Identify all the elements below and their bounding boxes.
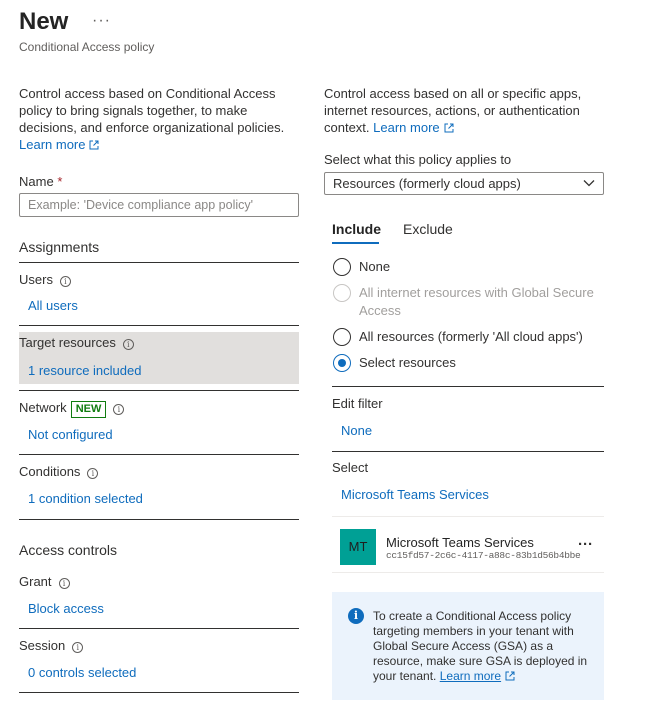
select-label: Select [332,460,369,475]
target-resources-label-text: Target resources [19,335,116,350]
radio-internet-resources [333,284,351,302]
divider [19,692,299,693]
grant-link[interactable]: Block access [28,601,104,616]
info-message [373,609,595,684]
right-description [324,85,594,136]
session-label-text: Session [19,638,66,653]
app-name: Microsoft Teams Services [386,535,534,550]
edit-filter-link[interactable]: None [341,423,373,438]
app-id: cc15fd57-2c6c-4117-a88c-83b1d56b4bbe [386,550,581,561]
applies-to-dropdown[interactable] [324,172,604,195]
applies-to-value: Resources (formerly cloud apps) [333,176,521,191]
radio-none[interactable] [333,258,351,276]
info-icon[interactable]: i [59,578,70,589]
page-subtitle: Conditional Access policy [19,40,155,54]
divider [19,628,299,629]
external-link-icon [444,123,454,133]
name-label-text: Name [19,174,54,189]
session-label [19,638,83,653]
users-link[interactable]: All users [28,298,78,313]
info-icon[interactable]: i [60,276,71,287]
assignments-heading: Assignments [19,239,100,255]
info-message-text: To create a Conditional Access policy targeting members in your tenant with Global Secure Access (GSA) as a resource, make sure GSA is deployed in your tenant. [373,609,588,683]
conditions-label-text: Conditions [19,464,81,479]
required-marker: * [57,174,63,189]
info-icon[interactable]: i [123,339,134,350]
session-link[interactable]: 0 controls selected [28,665,137,680]
network-label-text: Network [19,400,67,415]
select-resources-link[interactable]: Microsoft Teams Services [341,487,489,502]
divider [332,516,604,517]
learn-more-text: Learn more [19,137,86,152]
page-title: New [19,8,69,35]
network-link[interactable]: Not configured [28,427,113,442]
edit-filter-label: Edit filter [332,396,383,411]
divider [332,386,604,387]
divider [332,572,604,573]
more-options-button[interactable]: ··· [92,12,111,29]
radio-all-resources-label: All resources (formerly 'All cloud apps') [359,329,583,344]
info-icon[interactable]: i [87,468,98,479]
new-badge: NEW [71,401,107,418]
external-link-icon [505,671,515,681]
applies-to-label: Select what this policy applies to [324,152,512,167]
policy-name-input[interactable] [19,193,299,217]
info-icon[interactable]: i [72,642,83,653]
chevron-down-icon [583,178,595,188]
info-icon[interactable]: i [113,404,124,415]
divider [19,454,299,455]
conditions-label [19,464,98,479]
divider [19,390,299,391]
learn-more-text: Learn more [373,120,440,135]
right-description-text: Control access based on all or specific apps, internet resources, actions, or authentication context. [324,86,582,135]
active-tab-indicator [332,242,379,244]
target-resources-label [19,335,134,350]
target-resources-link[interactable]: 1 resource included [28,363,142,378]
divider [19,519,299,520]
left-description-text: Control access based on Conditional Access policy to bring signals together, to make decisions, and enforce organizational policies. [19,86,285,135]
divider [19,325,299,326]
info-learn-more-text: Learn more [439,669,502,683]
radio-internet-resources-label: All internet resources with Global Secure Access [359,285,594,318]
left-description [19,85,289,153]
name-label [19,174,62,189]
access-controls-heading: Access controls [19,542,118,558]
users-label-text: Users [19,272,53,287]
app-avatar: MT [340,529,376,565]
learn-more-link-left[interactable] [19,137,99,152]
grant-label [19,574,70,589]
app-more-button[interactable]: ··· [578,536,593,553]
network-label [19,400,124,418]
radio-none-label: None [359,259,391,274]
grant-label-text: Grant [19,574,52,589]
users-label [19,272,71,287]
conditions-link[interactable]: 1 condition selected [28,491,143,506]
radio-select-resources[interactable] [333,354,351,372]
tab-include[interactable]: Include [332,221,382,237]
radio-all-resources[interactable] [333,328,351,346]
radio-select-resources-label: Select resources [359,355,456,370]
divider [332,451,604,452]
info-learn-more-link[interactable] [440,669,515,683]
info-icon: i [348,608,364,624]
tab-exclude[interactable]: Exclude [403,221,453,237]
learn-more-link-right[interactable] [373,120,453,135]
external-link-icon [89,140,99,150]
divider [19,262,299,263]
